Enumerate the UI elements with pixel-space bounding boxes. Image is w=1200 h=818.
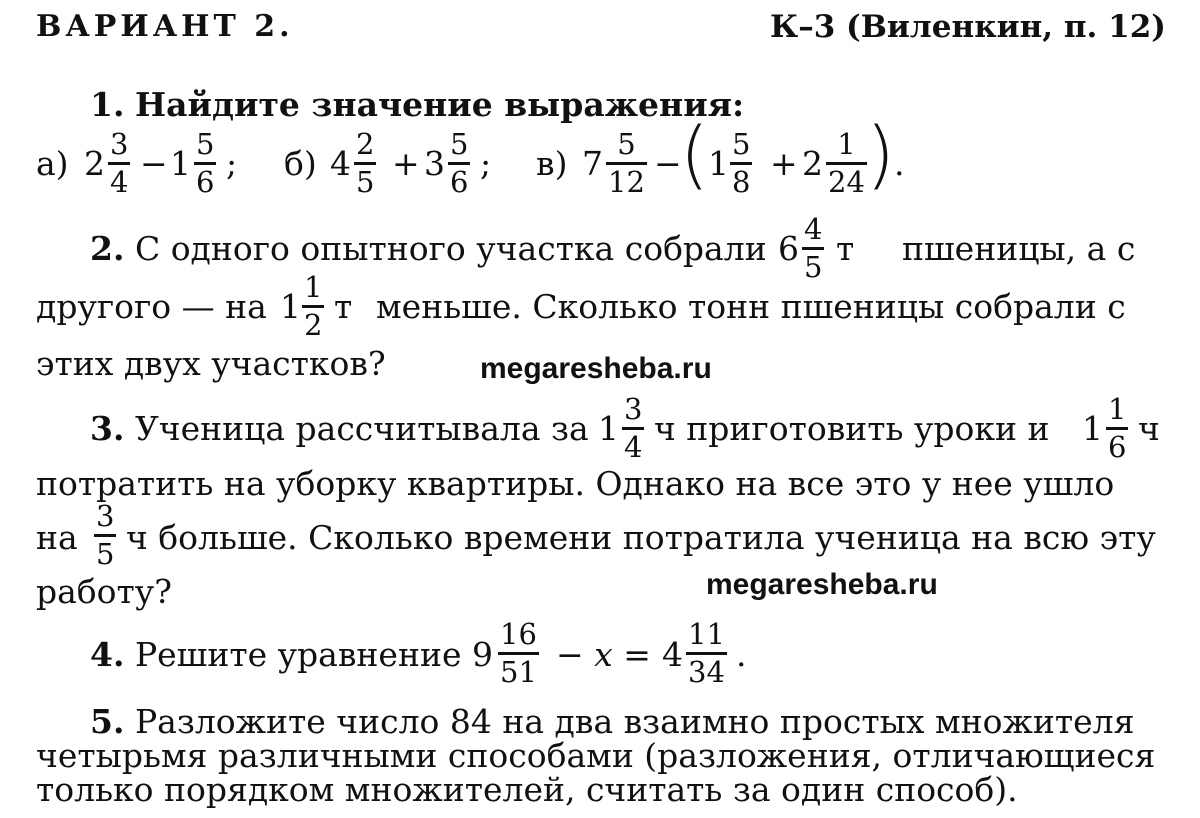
unit: ч [1138, 409, 1160, 448]
watermark: megaresheba.ru [480, 352, 712, 385]
whole-part: 3 [424, 144, 445, 183]
whole-part: 9 [472, 635, 493, 674]
problem-text: на [36, 518, 78, 557]
problem-text: ч больше. Сколько времени потратила ученица на всю эту [126, 518, 1156, 557]
problem-text: Решите уравнение [134, 635, 462, 674]
punctuation: . [894, 144, 905, 183]
whole-part: 2 [802, 144, 823, 183]
problem-number: 2. [90, 229, 125, 268]
problem-text: Ученица рассчитывала за [134, 409, 589, 448]
whole-part: 4 [330, 144, 351, 183]
whole-part: 1 [598, 409, 619, 448]
punctuation: . [736, 635, 747, 674]
problem-text: ч приготовить уроки и [654, 409, 1050, 448]
left-parenthesis: ( [680, 112, 709, 198]
problem-text: потратить на уборку квартиры. Однако на все это у нее ушло [36, 464, 1115, 503]
whole-part: 1 [708, 144, 729, 183]
item-label-a: а) [36, 144, 69, 183]
punctuation: ; [226, 144, 238, 183]
problem-text: Найдите значение выражения: [134, 85, 745, 124]
problem-text: другого — на [36, 287, 267, 326]
fraction: 3 4 [624, 392, 643, 464]
problem-text: только порядком множителей, считать за один способ). [36, 770, 1018, 809]
problem-number: 1. [90, 85, 125, 124]
operator: − [654, 144, 682, 183]
fraction: 11 34 [688, 617, 725, 689]
problem-text: этих двух участков? [36, 344, 386, 383]
fraction: 1 2 [304, 270, 323, 342]
right-parenthesis: ) [866, 112, 895, 198]
item-label-c: в) [536, 144, 568, 183]
fraction: 16 51 [500, 617, 537, 689]
fraction: 1 24 [828, 127, 865, 199]
operator: − [140, 144, 168, 183]
equation-middle: − x = [556, 635, 651, 674]
problem-text: меньше. Сколько тонн пшеницы собрали с [376, 287, 1126, 326]
unit: т [334, 287, 353, 326]
fraction: 4 5 [804, 212, 823, 284]
fraction: 5 8 [732, 127, 751, 199]
problem-number: 5. [90, 702, 125, 741]
whole-part: 4 [662, 635, 683, 674]
problem-number: 3. [90, 409, 125, 448]
unit: т [836, 229, 855, 268]
fraction: 5 12 [608, 127, 645, 199]
fraction: 5 6 [450, 127, 469, 199]
fraction: 3 5 [96, 499, 115, 571]
whole-part: 7 [582, 144, 603, 183]
problem-number: 4. [90, 635, 125, 674]
item-label-b: б) [284, 144, 317, 183]
whole-part: 2 [84, 144, 105, 183]
operator: + [392, 144, 420, 183]
whole-part: 1 [280, 287, 301, 326]
whole-part: 1 [170, 144, 191, 183]
problem-text: С одного опытного участка собрали [134, 229, 767, 268]
reference-title: К–3 (Виленкин, п. 12) [770, 9, 1166, 45]
problem-text: Разложите число 84 на два взаимно простых множителя [134, 702, 1135, 741]
problem-text: работу? [36, 572, 172, 611]
variant-title: ВАРИАНТ 2. [36, 9, 294, 44]
punctuation: ; [480, 144, 492, 183]
whole-part: 1 [1082, 409, 1103, 448]
problem-text: четырьмя различными способами (разложения, отличающиеся [36, 736, 1156, 775]
whole-part: 6 [778, 229, 799, 268]
operator: + [770, 144, 798, 183]
fraction: 5 6 [196, 127, 215, 199]
watermark: megaresheba.ru [706, 568, 938, 601]
fraction: 1 6 [1108, 392, 1127, 464]
fraction: 3 4 [110, 127, 129, 199]
fraction: 2 5 [356, 127, 375, 199]
problem-text: пшеницы, а с [902, 229, 1136, 268]
